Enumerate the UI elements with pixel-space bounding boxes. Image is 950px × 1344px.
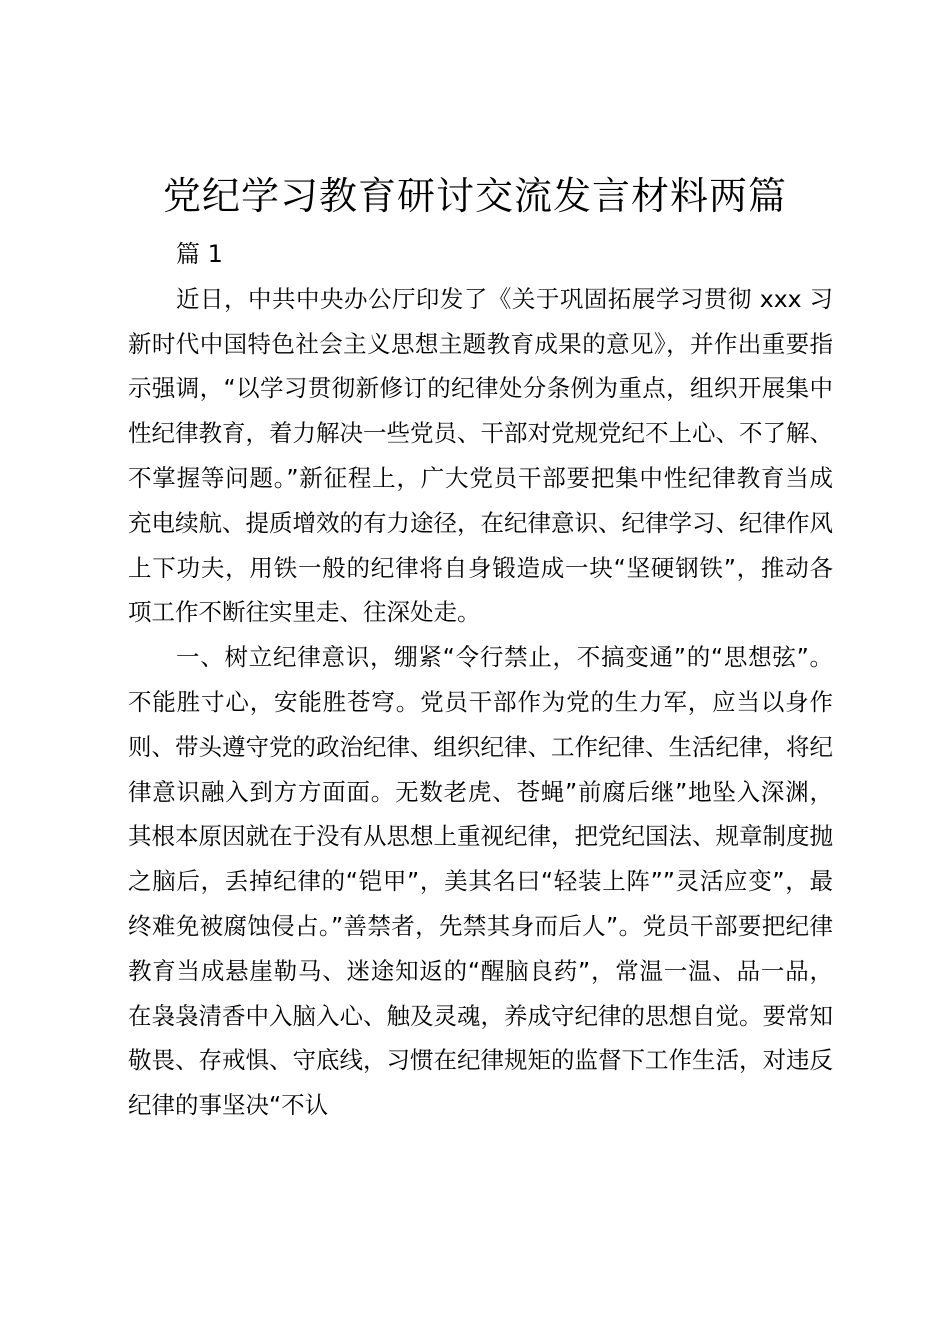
paragraph-intro: 近日，中共中央办公厅印发了《关于巩固拓展学习贯彻 xxx 习新时代中国特色社会主义思想主题教育成果的意见》，并作出重要指示强调，“以学习贯彻新修订的纪律处分条例为重点，组织开展集中性纪律教育，着力解决一些党员、干部对党规党纪不上心、不了解、不掌握等问题。”新征程上，广大党员干部要把集中性纪律教育当成充电续航、提质增效的有力途径，在纪律意识、纪律学习、纪律作风上下功夫，用铁一般的纪律将自身锻造成一块“坚硬钢铁”，推动各项工作不断往实里走、往深处走。	[128, 284, 833, 627]
paragraph-section-one: 一、树立纪律意识，绷紧“令行禁止，不搞变通”的“思想弦”。不能胜寸心，安能胜苍穹。党员干部作为党的生力军，应当以身作则、带头遵守党的政治纪律、组织纪律、工作纪律、生活纪律，将纪律意识融入到方方面面。无数老虎、苍蝇”前腐后继”地坠入深渊，其根本原因就在于没有从思想上重视纪律，把党纪国法、规章制度抛之脑后，丢掉纪律的“铠甲”，美其名曰“轻装上阵””灵活应变”，最终难免被腐蚀侵占。”善禁者，先禁其身而后人”。党员干部要把纪律教育当成悬崖勒马、迷途知返的“醒脑良药”，常温一温、品一品，在袅袅清香中入脑入心、触及灵魂，养成守纪律的思想自觉。要常知敬畏、存戒惧、守底线，习惯在纪律规矩的监督下工作生活，对违反纪律的事坚决“不认	[128, 643, 833, 1120]
section-label: 篇 1	[176, 240, 223, 268]
document-body	[128, 232, 833, 1128]
document-title: 党纪学习教育研讨交流发言材料两篇	[162, 174, 787, 218]
